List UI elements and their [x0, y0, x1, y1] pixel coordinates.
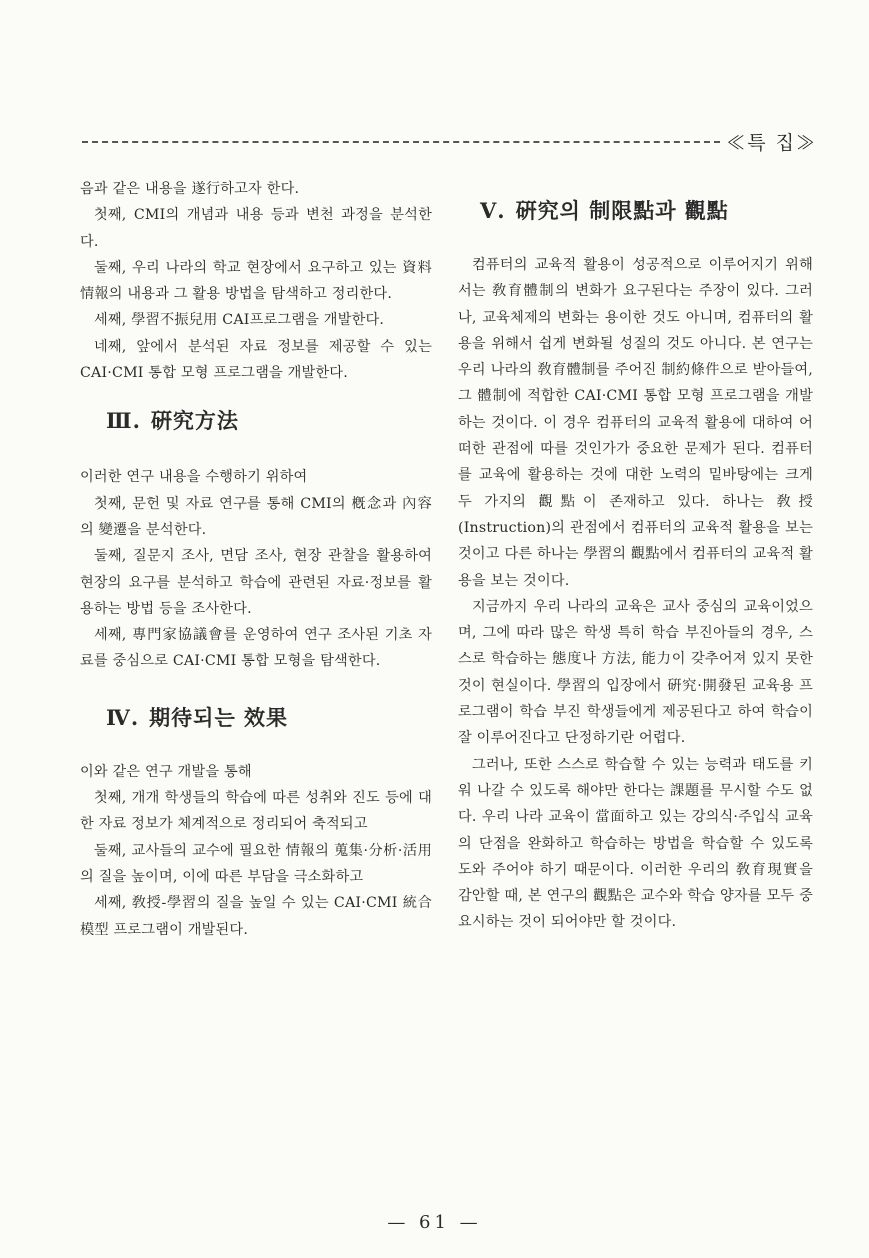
paragraph: 첫째, CMI의 개념과 내용 등과 변천 과정을 분석한다. — [80, 207, 432, 250]
paragraph: 이와 같은 연구 개발을 통해 — [80, 763, 252, 780]
section-heading-5 — [458, 196, 813, 226]
paragraph: 첫째, 개개 학생들의 학습에 따른 성취와 진도 등에 대한 자료 정보가 체계적으로 정리되어 축적되고 — [80, 790, 432, 833]
paragraph: 첫째, 문헌 및 자료 연구를 통해 CMI의 槪念과 內容의 變遷을 분석한다. — [80, 495, 432, 538]
section-header — [82, 126, 817, 156]
paragraph: 음과 같은 내용을 遂行하고자 한다. — [80, 181, 300, 197]
paragraph: 둘째, 우리 나라의 학교 현장에서 요구하고 있는 資料情報의 내용과 그 활용 방법을 탐색하고 정리한다. — [80, 259, 432, 303]
section-title: 硏究方法 — [150, 408, 239, 434]
paragraph: 그러나, 또한 스스로 학습할 수 있는 능력과 태도를 키워 나갈 수 있도록 해야만 한다는 課題를 무시할 수도 없다. 우리 나라 교육이 當面하고 있는 강의식·주입식 교육의 단점을 완화하고 학습하는 방법을 학습할 수 있도록 도와 주어야 하기 때문이다. 이러한 우리의 敎育現實을 감안할 때, 본 연구의 觀點은 교수와 학습 양자를 모두 중요시하는 것이 되어야만 할 것이다. — [458, 756, 813, 931]
section-heading-4 — [80, 703, 432, 733]
section-heading-3 — [80, 406, 432, 436]
special-feature-tag: ≪특 집≫ — [726, 131, 817, 154]
paragraph: 지금까지 우리 나라의 교육은 교사 중심의 교육이었으며, 그에 따라 많은 학생 특히 학습 부진아들의 경우, 스스로 학습하는 態度나 方法, 能力이 갖추어져 있지 못한 것이 현실이다. 學習의 입장에서 硏究·開發된 교육용 프로그램이 학습 부진 학생들에게 제공된다고 하여 학습이 잘 이루어진다고 단정하기란 어렵다. — [458, 598, 813, 747]
section-title: 硏究의 制限點과 觀點 — [515, 198, 729, 223]
paragraph: 네째, 앞에서 분석된 자료 정보를 제공할 수 있는 CAI·CMI 통합 모형 프로그램을 개발한다. — [80, 338, 432, 382]
paragraph: 이러한 연구 내용을 수행하기 위하여 — [80, 469, 308, 486]
paragraph: 둘째, 교사들의 교수에 필요한 情報의 蒐集·分析·活用의 질을 높이며, 이에 따른 부담을 극소화하고 — [80, 842, 432, 885]
left-column — [80, 176, 432, 943]
section-number: Ⅲ. — [106, 408, 141, 434]
paragraph: 세째, 專門家協議會를 운영하여 연구 조사된 기초 자료를 중심으로 CAI·CMI 통합 모형을 탐색한다. — [80, 627, 432, 670]
paragraph: 컴퓨터의 교육적 활용이 성공적으로 이루어지기 위해서는 敎育體制의 변화가 요구된다는 주장이 있다. 그러나, 교육체제의 변화는 용이한 것도 아니며, 컴퓨터의 활용을 위해서 쉽게 변화될 성질의 것도 아니다. 본 연구는 우리 나라의 敎育體制를 주어진 制約條件으로 받아들여, 그 體制에 적합한 CAI·CMI 통합 모형 프로그램을 개발하는 것이다. 이 경우 컴퓨터의 교육적 활용에 대하여 어떠한 관점에 따를 것인가가 중요한 문제가 된다. 컴퓨터를 교육에 활용하는 것에 대한 노력의 밑바탕에는 크게 두 가지의 觀點이 존재하고 있다. 하나는 敎授(Instruction)의 관점에서 컴퓨터의 교육적 활용을 보는 것이고 다른 하나는 學習의 觀點에서 컴퓨터의 교육적 활용을 보는 것이다. — [458, 257, 813, 589]
paragraph: 둘째, 질문지 조사, 면담 조사, 현장 관찰을 활용하여 현장의 요구를 분석하고 학습에 관련된 자료·정보를 활용하는 방법 등을 조사한다. — [80, 548, 432, 617]
section-number: Ⅳ. — [106, 704, 140, 730]
header-dashed-rule — [82, 141, 720, 143]
section-number: Ⅴ. — [480, 198, 506, 223]
paragraph: 세째, 學習不振兒用 CAI프로그램을 개발한다. — [94, 312, 385, 329]
section-title: 期待되는 效果 — [149, 704, 289, 730]
paragraph: 세째, 敎授-學習의 질을 높일 수 있는 CAI·CMI 統合模型 프로그램이 개발된다. — [80, 895, 432, 938]
right-column — [458, 196, 813, 936]
page-number: — 61 — — [387, 1212, 482, 1233]
